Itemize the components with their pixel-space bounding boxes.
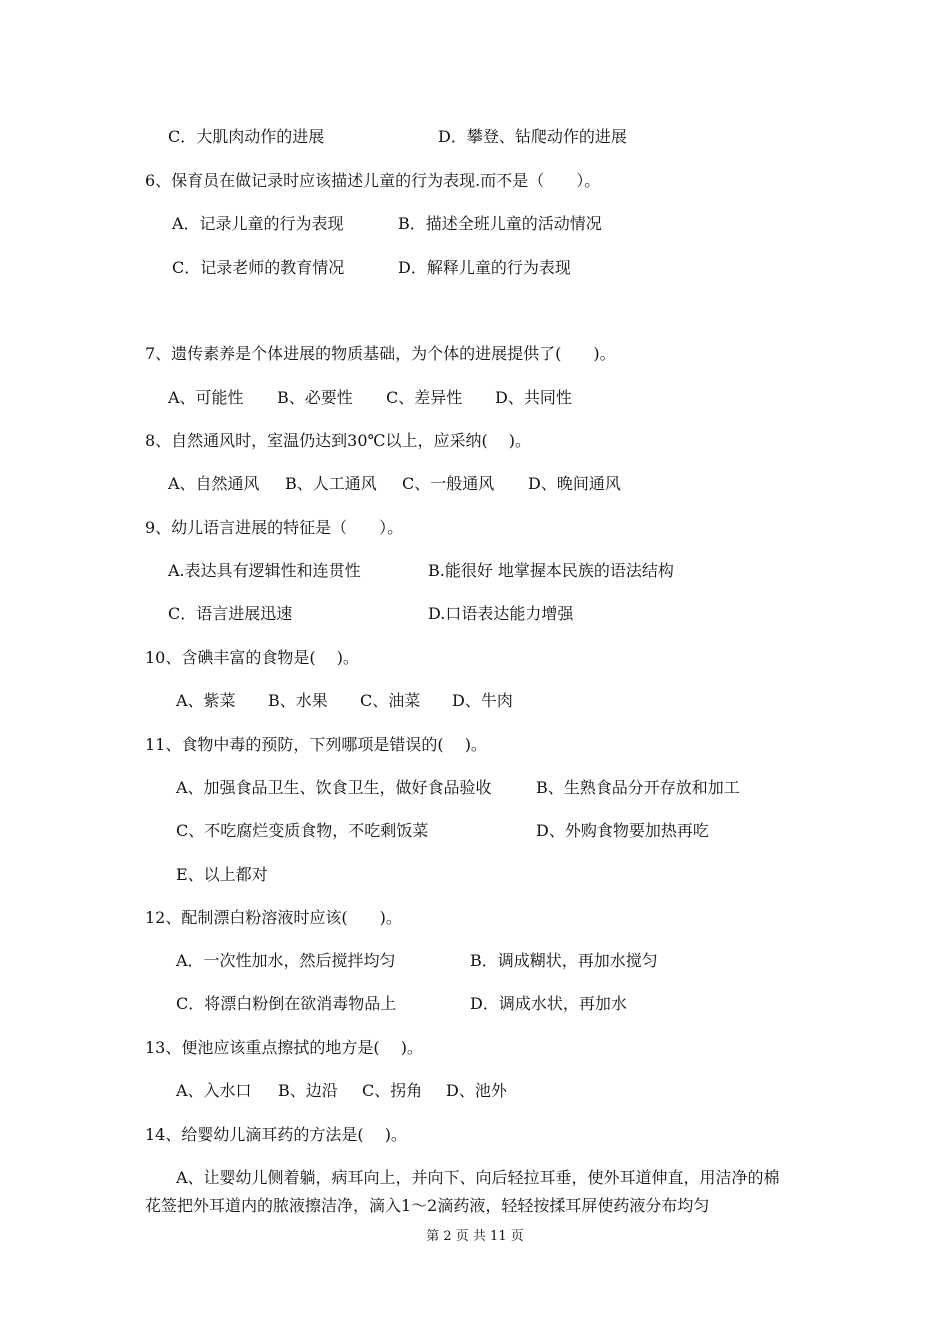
q6-option-a: A．记录儿童的行为表现 [172,214,344,233]
q10-option-c: C、油菜 [360,691,421,710]
q13-option-b: B、边沿 [278,1081,338,1100]
q11-stem: 11、食物中毒的预防，下列哪项是错误的( )。 [145,735,487,754]
q11-option-b: B、生熟食品分开存放和加工 [536,778,740,797]
q14-option-a-line2: 花签把外耳道内的脓液擦洁净，滴入1～2滴药液，轻轻按揉耳屏使药液分布均匀 [145,1196,710,1215]
q6-option-b: B．描述全班儿童的活动情况 [398,214,602,233]
q13-option-a: A、入水口 [176,1081,252,1100]
q7-stem: 7、遗传素养是个体进展的物质基础，为个体的进展提供了( )。 [145,344,616,363]
q10-option-d: D、牛肉 [452,691,513,710]
q13-option-c: C、拐角 [362,1081,423,1100]
q6-option-c: C．记录老师的教育情况 [172,258,345,277]
q12-option-d: D．调成水状，再加水 [470,994,627,1013]
q5-option-c: C．大肌肉动作的进展 [168,127,325,146]
q14-option-a-line1: A、让婴幼儿侧着躺，病耳向上，并向下、向后轻拉耳垂，使外耳道伸直，用洁净的棉 [176,1168,780,1187]
q9-option-a: A.表达具有逻辑性和连贯性 [168,561,361,580]
q12-option-b: B．调成糊状，再加水搅匀 [470,951,658,970]
q10-option-a: A、紫菜 [176,691,236,710]
q12-stem: 12、配制漂白粉溶液时应该( )。 [145,908,402,927]
q8-stem: 8、自然通风时，室温仍达到30℃以上，应采纳( )。 [145,431,532,450]
q14-stem: 14、给婴幼儿滴耳药的方法是( )。 [145,1125,407,1144]
q11-option-d: D、外购食物要加热再吃 [536,821,709,840]
q6-stem: 6、保育员在做记录时应该描述儿童的行为表现.而不是（ ）。 [145,171,601,190]
q8-option-c: C、一般通风 [402,474,495,493]
q12-option-a: A．一次性加水，然后搅拌均匀 [176,951,396,970]
q7-option-b: B、必要性 [277,388,353,407]
q5-option-d: D．攀登、钻爬动作的进展 [438,127,627,146]
q13-option-d: D、池外 [446,1081,507,1100]
q9-option-c: C．语言进展迅速 [168,604,293,623]
q11-option-a: A、加强食品卫生、饮食卫生，做好食品验收 [176,778,492,797]
q13-stem: 13、便池应该重点擦拭的地方是( )。 [145,1038,423,1057]
q6-option-d: D．解释儿童的行为表现 [398,258,571,277]
q9-option-b: B.能很好 地掌握本民族的语法结构 [428,561,674,580]
q8-option-a: A、自然通风 [168,474,260,493]
q11-option-c: C、不吃腐烂变质食物，不吃剩饭菜 [176,821,429,840]
q8-option-b: B、人工通风 [285,474,377,493]
q8-option-d: D、晚间通风 [528,474,621,493]
q9-option-d: D.口语表达能力增强 [428,604,574,623]
q7-option-a: A、可能性 [168,388,244,407]
q12-option-c: C．将漂白粉倒在欲消毒物品上 [176,994,397,1013]
q9-stem: 9、幼儿语言进展的特征是（ ）。 [145,518,404,537]
q7-option-d: D、共同性 [495,388,572,407]
q10-stem: 10、含碘丰富的食物是( )。 [145,648,359,667]
q7-option-c: C、差异性 [386,388,463,407]
q11-option-e: E、以上都对 [176,865,268,884]
page-number: 第 2 页 共 11 页 [426,1229,524,1244]
q10-option-b: B、水果 [268,691,328,710]
